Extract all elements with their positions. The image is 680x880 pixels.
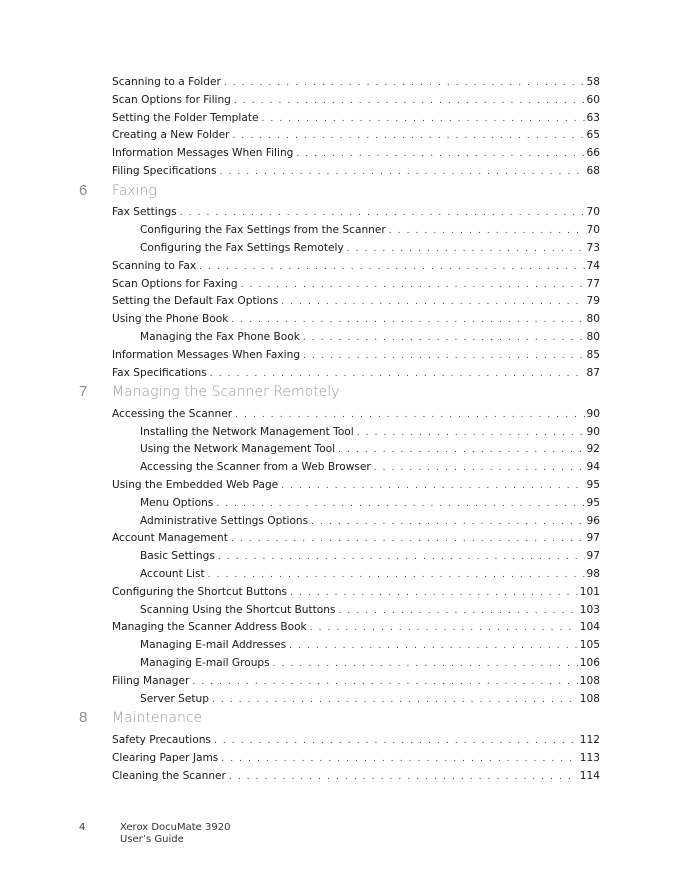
footer-document-title xyxy=(120,822,230,846)
toc-entry-title: Accessing the Scanner xyxy=(112,407,233,420)
dot-leader xyxy=(199,259,584,275)
chapter-title[interactable]: Faxing xyxy=(112,182,157,199)
toc-entry-title: Safety Precautions xyxy=(112,733,211,746)
dot-leader xyxy=(241,277,585,293)
chapter-title[interactable]: Maintenance xyxy=(112,710,203,727)
toc-entry-page: 108 xyxy=(579,674,600,687)
toc-entry-title: Configuring the Fax Settings Remotely xyxy=(140,241,344,254)
toc-entry[interactable] xyxy=(112,750,600,767)
toc-entry-title: Menu Options xyxy=(140,496,214,509)
toc-entry-title: Managing E-mail Groups xyxy=(140,657,270,669)
dot-leader xyxy=(192,674,577,690)
toc-entry[interactable] xyxy=(112,530,600,547)
toc-entry[interactable] xyxy=(112,74,600,91)
toc-entry-title: Managing the Scanner Address Book xyxy=(112,621,307,634)
toc-subentry[interactable] xyxy=(140,240,600,257)
dot-leader xyxy=(234,93,585,109)
chapter-number: 6 xyxy=(79,181,88,199)
chapter-title[interactable]: Managing the Scanner Remotely xyxy=(112,384,340,401)
toc-entry-page: 103 xyxy=(579,603,600,616)
toc-entry[interactable] xyxy=(112,406,600,423)
toc-entry[interactable] xyxy=(112,163,600,180)
toc-entry[interactable] xyxy=(112,619,600,636)
dot-leader xyxy=(214,733,578,749)
toc-entry-title: Installing the Network Management Tool xyxy=(140,425,354,438)
toc-entry-title: Filing Specifications xyxy=(112,165,217,177)
dot-leader xyxy=(289,638,578,654)
toc-entry-page: 87 xyxy=(586,366,600,379)
dot-leader xyxy=(231,531,585,547)
dot-leader xyxy=(303,330,585,346)
toc-entry[interactable] xyxy=(112,293,600,310)
toc-subentry[interactable] xyxy=(140,495,600,512)
toc-entry-title: Creating a New Folder xyxy=(112,129,230,142)
toc-entry-title: Cleaning the Scanner xyxy=(112,769,226,782)
toc-entry-title: Scan Options for Faxing xyxy=(112,277,238,290)
dot-leader xyxy=(229,769,578,785)
toc-entry-title: Fax Settings xyxy=(112,206,177,219)
toc-entry-page: 108 xyxy=(579,692,600,705)
toc-entry-title: Setting the Folder Template xyxy=(112,111,259,124)
toc-entry-page: 80 xyxy=(586,330,600,343)
toc-entry-page: 58 xyxy=(586,76,600,88)
dot-leader xyxy=(290,585,578,601)
toc-entry[interactable] xyxy=(112,477,600,494)
toc-entry-title: Using the Embedded Web Page xyxy=(112,479,279,491)
dot-leader xyxy=(221,751,577,767)
toc-entry-title: Filing Manager xyxy=(112,674,190,687)
toc-entry[interactable] xyxy=(112,584,600,601)
toc-entry-page: 97 xyxy=(586,532,600,545)
toc-entry-page: 70 xyxy=(586,206,600,219)
toc-entry[interactable] xyxy=(112,311,600,328)
toc-subentry[interactable] xyxy=(140,329,600,346)
dot-leader xyxy=(347,241,585,257)
toc-entry-title: Configuring the Fax Settings from the Scanner xyxy=(140,224,386,237)
dot-leader xyxy=(281,294,584,310)
toc-subentry[interactable] xyxy=(140,441,600,458)
toc-entry[interactable] xyxy=(112,732,600,749)
toc-entry-title: Clearing Paper Jams xyxy=(112,751,219,764)
toc-entry-title: Server Setup xyxy=(140,692,209,705)
toc-entry-page: 73 xyxy=(586,241,600,254)
dot-leader xyxy=(180,205,585,221)
toc-subentry[interactable] xyxy=(140,566,600,583)
toc-entry-page: 114 xyxy=(579,769,600,782)
toc-subentry[interactable] xyxy=(140,602,600,619)
dot-leader xyxy=(220,164,585,180)
toc-entry-title: Using the Phone Book xyxy=(112,313,229,326)
toc-entry-title: Managing E-mail Addresses xyxy=(140,639,287,652)
toc-subentry[interactable] xyxy=(140,513,600,530)
toc-entry-title: Administrative Settings Options xyxy=(140,514,309,527)
toc-entry-title: Information Messages When Faxing xyxy=(112,348,301,361)
dot-leader xyxy=(281,478,584,494)
toc-entry-title: Managing the Fax Phone Book xyxy=(140,330,300,343)
toc-entry-page: 104 xyxy=(579,621,600,634)
toc-entry-page: 90 xyxy=(586,407,600,420)
toc-entry-page: 113 xyxy=(579,751,600,764)
dot-leader xyxy=(311,514,584,530)
toc-entry-page: 66 xyxy=(586,147,600,160)
chapter-number: 8 xyxy=(79,709,88,727)
toc-entry-page: 63 xyxy=(586,111,600,124)
toc-entry-title: Scan Options for Filing xyxy=(112,93,231,106)
toc-entry-page: 106 xyxy=(579,657,600,669)
toc-entry-page: 60 xyxy=(586,93,600,106)
chapter-number: 7 xyxy=(79,383,88,401)
toc-entry-page: 97 xyxy=(586,550,600,563)
dot-leader xyxy=(262,111,585,127)
dot-leader xyxy=(273,656,578,672)
toc-entry[interactable] xyxy=(112,204,600,221)
toc-subentry[interactable] xyxy=(140,222,600,239)
toc-entry-title: Using the Network Management Tool xyxy=(140,443,336,456)
toc-entry-page: 96 xyxy=(586,514,600,527)
toc-entry-page: 105 xyxy=(579,639,600,652)
dot-leader xyxy=(210,366,585,382)
toc-entry-page: 79 xyxy=(586,295,600,308)
toc-entry-page: 98 xyxy=(586,568,600,580)
toc-subentry[interactable] xyxy=(140,548,600,565)
dot-leader xyxy=(224,75,585,91)
toc-entry[interactable] xyxy=(112,258,600,275)
toc-entry-page: 68 xyxy=(586,165,600,177)
toc-entry-title: Basic Settings xyxy=(140,550,215,563)
toc-subentry[interactable] xyxy=(140,459,600,476)
toc-entry[interactable] xyxy=(112,92,600,109)
toc-entry-title: Account Management xyxy=(112,532,228,545)
dot-leader xyxy=(303,348,584,364)
toc-entry[interactable] xyxy=(112,145,600,162)
toc-entry-title: Scanning to a Folder xyxy=(112,76,221,88)
toc-entry[interactable] xyxy=(112,276,600,293)
toc-entry-title: Information Messages When Filing xyxy=(112,147,294,160)
dot-leader xyxy=(338,442,584,458)
toc-entry-page: 101 xyxy=(579,585,600,598)
toc-entry-title: Fax Specifications xyxy=(112,366,207,379)
dot-leader xyxy=(310,620,578,636)
toc-subentry[interactable] xyxy=(140,424,600,441)
toc-entry-title: Accessing the Scanner from a Web Browser xyxy=(140,461,371,474)
toc-entry[interactable] xyxy=(112,347,600,364)
dot-leader xyxy=(389,223,585,239)
toc-entry[interactable] xyxy=(112,110,600,127)
toc-entry[interactable] xyxy=(112,127,600,144)
dot-leader xyxy=(357,425,585,441)
toc-entry-title: Setting the Default Fax Options xyxy=(112,295,279,308)
toc-entry[interactable] xyxy=(112,673,600,690)
toc-entry-page: 80 xyxy=(586,313,600,326)
toc-entry-title: Account List xyxy=(140,568,205,580)
dot-leader xyxy=(216,496,584,512)
toc-entry[interactable] xyxy=(112,365,600,382)
dot-leader xyxy=(208,567,585,583)
toc-subentry[interactable] xyxy=(140,655,600,672)
dot-leader xyxy=(233,128,585,144)
toc-subentry[interactable] xyxy=(140,637,600,654)
toc-entry-page: 70 xyxy=(586,224,600,237)
toc-entry-title: Scanning Using the Shortcut Buttons xyxy=(140,603,336,616)
toc-entry-page: 112 xyxy=(579,733,600,746)
toc-entry-page: 95 xyxy=(586,496,600,509)
toc-entry-page: 90 xyxy=(586,425,600,438)
dot-leader xyxy=(212,692,578,708)
toc-entry-page: 92 xyxy=(586,443,600,456)
footer-page-number: 4 xyxy=(79,822,86,833)
toc-entry-title: Scanning to Fax xyxy=(112,259,197,272)
footer-guide-name: User’s Guide xyxy=(120,834,184,845)
dot-leader xyxy=(235,407,584,423)
toc-entry[interactable] xyxy=(112,768,600,785)
toc-entry-page: 65 xyxy=(586,129,600,142)
toc-entry-title: Configuring the Shortcut Buttons xyxy=(112,585,288,598)
dot-leader xyxy=(296,146,584,162)
dot-leader xyxy=(231,312,584,328)
toc-entry-page: 77 xyxy=(586,277,600,290)
toc-entry-page: 85 xyxy=(586,348,600,361)
toc-entry-page: 74 xyxy=(586,259,600,272)
toc-subentry[interactable] xyxy=(140,691,600,708)
dot-leader xyxy=(339,603,578,619)
dot-leader xyxy=(374,460,585,476)
toc-entry-page: 95 xyxy=(586,479,600,491)
toc-entry-page: 94 xyxy=(586,461,600,474)
dot-leader xyxy=(218,549,585,565)
footer-product-name: Xerox DocuMate 3920 xyxy=(120,822,231,833)
